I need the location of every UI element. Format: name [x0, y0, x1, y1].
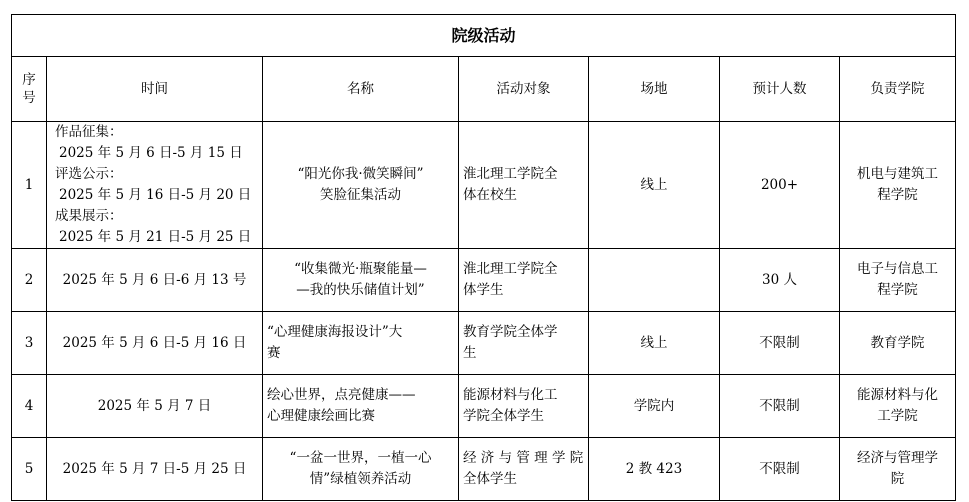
cell-name: “阳光你我·微笑瞬间” 笑脸征集活动 — [263, 122, 459, 249]
header-seq: 序 号 — [12, 57, 47, 122]
cell-college: 能源材料与化 工学院 — [840, 375, 956, 438]
cell-college: 经济与管理学 院 — [840, 438, 956, 501]
cell-time: 2025 年 5 月 7 日 — [47, 375, 263, 438]
cell-target: 教育学院全体学 生 — [459, 312, 589, 375]
cell-target: 能源材料与化工 学院全体学生 — [459, 375, 589, 438]
cell-name: 绘心世界，点亮健康—— 心理健康绘画比赛 — [263, 375, 459, 438]
table-row — [12, 312, 956, 375]
table-row — [12, 122, 956, 249]
header-time: 时间 — [47, 57, 263, 122]
cell-college: 教育学院 — [840, 312, 956, 375]
cell-target: 淮北理工学院全 体在校生 — [459, 122, 589, 249]
cell-venue: 学院内 — [589, 375, 720, 438]
cell-venue: 线上 — [589, 122, 720, 249]
cell-target: 淮北理工学院全 体学生 — [459, 249, 589, 312]
cell-count: 200+ — [720, 122, 840, 249]
header-name: 名称 — [263, 57, 459, 122]
header-venue: 场地 — [589, 57, 720, 122]
header-target: 活动对象 — [459, 57, 589, 122]
cell-venue: 线上 — [589, 312, 720, 375]
header-count: 预计人数 — [720, 57, 840, 122]
header-college: 负责学院 — [840, 57, 956, 122]
cell-name: “一盆一世界，一植一心 情”绿植领养活动 — [263, 438, 459, 501]
table-row — [12, 375, 956, 438]
cell-college: 机电与建筑工 程学院 — [840, 122, 956, 249]
cell-name: “收集微光·瓶聚能量— —我的快乐储值计划” — [263, 249, 459, 312]
cell-target: 经 济 与 管 理 学 院 全体学生 — [459, 438, 589, 501]
cell-seq: 1 — [12, 122, 47, 249]
cell-venue: 2 教 423 — [589, 438, 720, 501]
cell-count: 不限制 — [720, 375, 840, 438]
cell-time: 2025 年 5 月 6 日-6 月 13 号 — [47, 249, 263, 312]
cell-seq: 5 — [12, 438, 47, 501]
table-title: 院级活动 — [12, 15, 956, 57]
table-row — [12, 438, 956, 501]
cell-time: 作品征集： 2025 年 5 月 6 日-5 月 15 日 评选公示： 2025 年 5 月 16 日-5 月 20 日 成果展示： 2025 年 5 月 21 日-5 月 25 日 — [47, 122, 263, 249]
cell-count: 30 人 — [720, 249, 840, 312]
cell-time: 2025 年 5 月 6 日-5 月 16 日 — [47, 312, 263, 375]
cell-count: 不限制 — [720, 438, 840, 501]
cell-seq: 2 — [12, 249, 47, 312]
cell-college: 电子与信息工 程学院 — [840, 249, 956, 312]
cell-seq: 4 — [12, 375, 47, 438]
cell-venue — [589, 249, 720, 312]
cell-count: 不限制 — [720, 312, 840, 375]
cell-time: 2025 年 5 月 7 日-5 月 25 日 — [47, 438, 263, 501]
table-row — [12, 249, 956, 312]
activity-table — [11, 14, 956, 501]
cell-seq: 3 — [12, 312, 47, 375]
cell-name: “心理健康海报设计”大 赛 — [263, 312, 459, 375]
header-row — [12, 57, 956, 122]
